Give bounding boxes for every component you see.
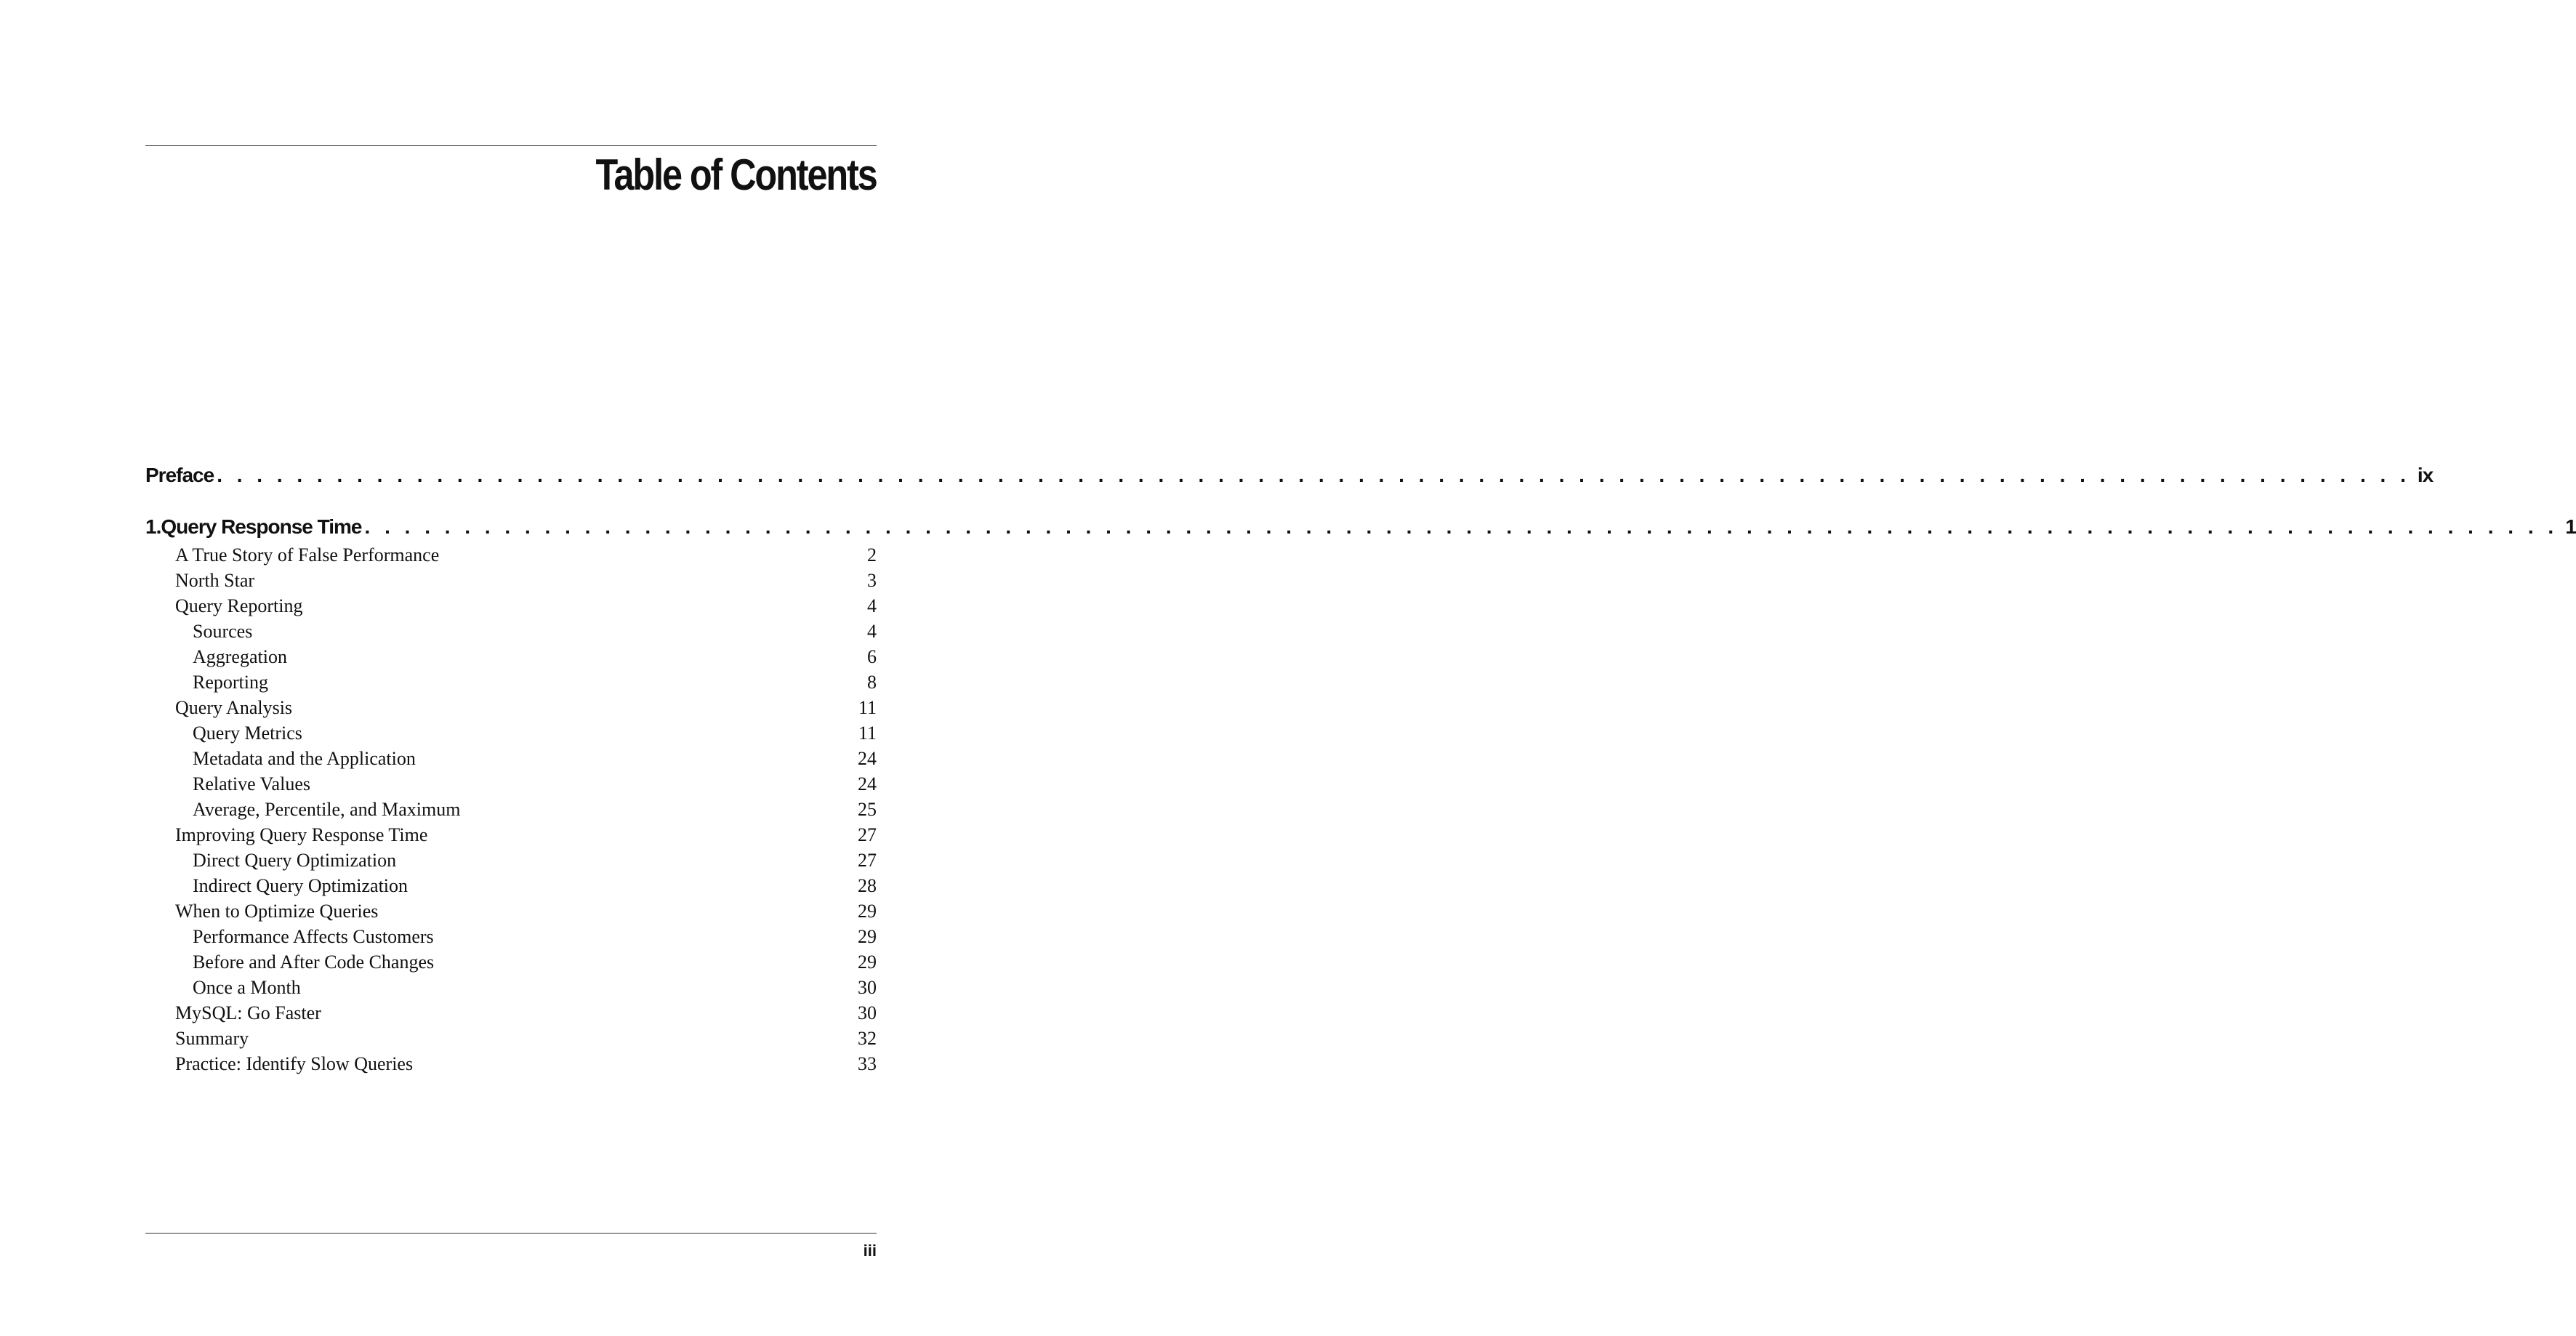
toc-page-number: 3 xyxy=(867,570,877,591)
toc-entry-label: Metadata and the Application xyxy=(193,748,416,769)
toc-entry-label: Relative Values xyxy=(193,773,310,794)
toc-entry-label: Summary xyxy=(175,1028,249,1049)
dot-leader: . . . . . . . . . . . . . . . . . . . . . . . . . . . . . . . . . . . . . . . . . . . . . . . . . . . . . . . . . . . . . . . . . . . . . . . . . . . . . . . . . . . . . . . . . . . . . . . . . . . . . . . . . . . . . . xyxy=(364,515,2559,538)
toc-page-number: 11 xyxy=(858,697,877,718)
toc-page-number: 29 xyxy=(858,926,877,947)
toc-page-number: 27 xyxy=(858,824,877,845)
toc-entry-subsection[interactable] xyxy=(145,619,877,644)
toc-entry-label: Reporting xyxy=(193,672,268,693)
toc-entry-label: Once a Month xyxy=(193,977,301,998)
toc-entry-label: North Star xyxy=(175,570,255,591)
toc-entry-subsection[interactable] xyxy=(145,644,877,669)
toc-page-number: 4 xyxy=(867,621,877,642)
toc-entry-chapter-1[interactable] xyxy=(145,514,2576,540)
toc-entry-label: Aggregation xyxy=(193,646,287,667)
toc-page-number: ix xyxy=(2417,464,2434,486)
toc-page-number: 30 xyxy=(858,977,877,998)
toc-entry-label: Indirect Query Optimization xyxy=(193,875,408,896)
toc-entry-subsection[interactable] xyxy=(145,949,877,975)
toc-entry-subsection[interactable] xyxy=(145,975,877,1000)
toc-entry-label: Query Metrics xyxy=(193,723,302,744)
toc-entry-label: Performance Affects Customers xyxy=(193,926,434,947)
toc-entry-section[interactable] xyxy=(145,542,877,568)
toc-page-number: 30 xyxy=(858,1002,877,1023)
page-title: Table of Contents xyxy=(595,150,877,199)
toc-entry-label: When to Optimize Queries xyxy=(175,901,379,922)
toc-entry-subsection[interactable] xyxy=(145,746,877,771)
chapter-number: 1. xyxy=(145,515,161,538)
toc-page-number: 8 xyxy=(867,672,877,693)
toc-entry-section[interactable] xyxy=(145,568,877,593)
toc-entry-subsection[interactable] xyxy=(145,797,877,822)
toc-page-number: 32 xyxy=(858,1028,877,1049)
toc-entry-label: A True Story of False Performance xyxy=(175,544,440,566)
toc-entry-label: Direct Query Optimization xyxy=(193,850,397,871)
toc-entry-label: Improving Query Response Time xyxy=(175,824,428,845)
toc-page-number: 28 xyxy=(858,875,877,896)
toc-entry-section[interactable] xyxy=(145,593,877,619)
toc-page-number: 29 xyxy=(858,951,877,973)
top-rule xyxy=(145,145,877,146)
toc-page-number: 4 xyxy=(867,595,877,616)
toc-entry-label: Query Response Time xyxy=(161,515,362,538)
toc-page-number: 24 xyxy=(858,773,877,794)
toc-entry-section[interactable] xyxy=(145,822,877,848)
toc-page-number: 33 xyxy=(858,1053,877,1074)
toc-entry-preface[interactable] xyxy=(145,462,2434,488)
toc-entry-label: Practice: Identify Slow Queries xyxy=(175,1053,414,1074)
toc-entry-label: Before and After Code Changes xyxy=(193,951,435,973)
toc-entry-section[interactable] xyxy=(145,1000,877,1026)
toc-entry-label: MySQL: Go Faster xyxy=(175,1002,321,1023)
toc-page-number: 27 xyxy=(858,850,877,871)
toc-entry-subsection[interactable] xyxy=(145,771,877,797)
toc-page-number: 1 xyxy=(2565,515,2576,538)
toc-page-number: 11 xyxy=(858,723,877,744)
dot-leader: . . . . . . . . . . . . . . . . . . . . . . . . . . . . . . . . . . . . . . . . . . . . . . . . . . . . . . . . . . . . . . . . . . . . . . . . . . . . . . . . . . . . . . . . . . . . . . . . . . . . . . . . . . . . . . xyxy=(217,464,2410,486)
toc-entry-subsection[interactable] xyxy=(145,873,877,898)
toc-entry-section[interactable] xyxy=(145,1051,877,1077)
folio-page-number: iii xyxy=(863,1242,877,1260)
toc-entry-subsection[interactable] xyxy=(145,720,877,746)
toc-page-number: 2 xyxy=(867,544,877,566)
toc-entry-subsection[interactable] xyxy=(145,669,877,695)
toc-entry-label: Query Reporting xyxy=(175,595,303,616)
toc-page-number: 25 xyxy=(858,799,877,820)
toc-entry-section[interactable] xyxy=(145,898,877,924)
toc-page-number: 29 xyxy=(858,901,877,922)
toc-entry-label: Average, Percentile, and Maximum xyxy=(193,799,461,820)
toc-entry-subsection[interactable] xyxy=(145,848,877,873)
toc-entry-section[interactable] xyxy=(145,1026,877,1051)
toc-entry-label: Sources xyxy=(193,621,253,642)
toc-entry-label: Query Analysis xyxy=(175,697,293,718)
bottom-rule xyxy=(145,1233,877,1234)
toc-page-number: 24 xyxy=(858,748,877,769)
toc-entry-subsection[interactable] xyxy=(145,924,877,949)
toc-entry-label: Preface xyxy=(145,464,214,486)
toc-entry-section[interactable] xyxy=(145,695,877,720)
toc-page-number: 6 xyxy=(867,646,877,667)
